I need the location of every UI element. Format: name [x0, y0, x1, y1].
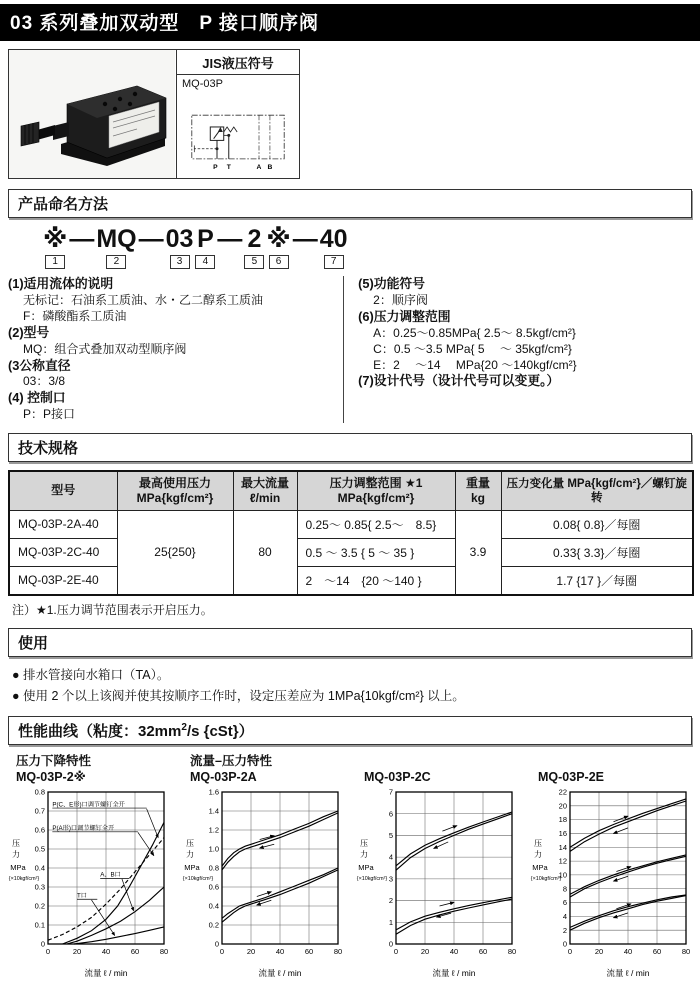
jis-symbol-diagram: [177, 90, 299, 174]
naming-item: F：磷酸酯系工质油: [23, 308, 127, 323]
model-code-dash: [139, 226, 164, 252]
naming-item: (1)适用流体的说明: [8, 276, 114, 292]
svg-text:16: 16: [558, 829, 567, 839]
svg-text:0: 0: [40, 939, 45, 949]
chart-series: [74, 927, 164, 944]
product-box: [8, 49, 300, 179]
svg-text:7: 7: [388, 787, 393, 797]
svg-text:0.5: 0.5: [34, 844, 45, 854]
svg-text:14: 14: [558, 843, 567, 853]
svg-text:0: 0: [567, 947, 573, 957]
performance-header-prefix: 性能曲线（粘度：32mm: [18, 723, 182, 741]
cell-model: MQ-03P-2E-40: [9, 566, 117, 595]
svg-text:4: 4: [562, 912, 567, 922]
model-code-position-box: 6: [269, 255, 289, 269]
naming-item: (5)功能符号: [358, 276, 425, 292]
specs-header-row: [9, 471, 693, 511]
chart-title: 压力下降特性 MQ-03P-2※: [16, 754, 92, 785]
model-code-segment: [166, 226, 194, 269]
cell-range: 0.25～ 0.85{ 2.5～ 8.5}: [297, 510, 455, 538]
svg-text:0.4: 0.4: [208, 901, 219, 911]
naming-item: E：2 ～14 MPa{20 ～140kgf/cm²}: [373, 357, 577, 372]
svg-text:MPa: MPa: [358, 863, 374, 873]
model-code-text: —: [292, 225, 318, 253]
svg-text:0: 0: [45, 947, 51, 957]
svg-text:压: 压: [12, 839, 20, 849]
model-code-text: 03: [165, 225, 194, 253]
naming-item: A：0.25～0.85MPa{ 2.5～ 8.5kgf/cm²}: [373, 325, 576, 340]
model-code-segment: [195, 226, 215, 269]
cell-model: MQ-03P-2A-40: [9, 510, 117, 538]
svg-text:3: 3: [388, 874, 393, 884]
svg-text:20: 20: [594, 947, 604, 957]
chart-annotation: P(A形)口调节螺钉全开: [52, 825, 115, 833]
svg-text:40: 40: [623, 947, 633, 957]
svg-text:压: 压: [186, 839, 194, 849]
performance-chart: [176, 753, 350, 987]
model-code-dash: [69, 226, 94, 252]
svg-text:80: 80: [159, 947, 169, 957]
model-code-segment: [244, 226, 264, 269]
table-row: [9, 566, 693, 595]
col-header-max-pressure: 最高使用压力 MPa{kgf/cm²}: [117, 471, 233, 511]
cell-range: 2 ～14 {20 ～140 }: [297, 566, 455, 595]
svg-text:1.0: 1.0: [208, 844, 219, 854]
port-label-t: T: [226, 163, 231, 171]
svg-text:4: 4: [388, 852, 393, 862]
naming-item: P：P接口: [23, 407, 76, 422]
svg-text:力: 力: [186, 850, 194, 860]
model-code-text: 2: [247, 225, 262, 253]
svg-text:流量 ℓ / min: 流量 ℓ / min: [606, 968, 650, 979]
cell-change: 0.33{ 3.3}／每圈: [501, 538, 693, 566]
naming-item: 无标记：石油系工质油、水・乙二醇系工质油: [23, 293, 264, 308]
svg-text:{×10kgf/cm²}: {×10kgf/cm²}: [8, 876, 40, 883]
svg-text:流量 ℓ / min: 流量 ℓ / min: [84, 968, 128, 979]
svg-text:6: 6: [562, 898, 567, 908]
col-header-weight: 重量 kg: [455, 471, 501, 511]
model-code-text: MQ: [96, 225, 137, 253]
svg-text:18: 18: [558, 815, 567, 825]
svg-text:20: 20: [246, 947, 256, 957]
performance-chart: [2, 753, 176, 987]
svg-text:流量 ℓ / min: 流量 ℓ / min: [432, 968, 476, 979]
cell-change: 0.08{ 0.8}／每圈: [501, 510, 693, 538]
chart-annotation: P(C、E形)口调节螺钉全开: [52, 801, 125, 809]
svg-text:MPa: MPa: [184, 863, 200, 873]
model-code-position-box: 1: [45, 255, 65, 269]
svg-text:0.6: 0.6: [208, 882, 219, 892]
chart-plot: [350, 786, 522, 982]
jis-symbol-panel: [177, 50, 299, 178]
performance-charts: [2, 753, 698, 987]
model-code-text: ※: [266, 225, 291, 253]
svg-text:20: 20: [72, 947, 82, 957]
svg-text:0.8: 0.8: [208, 863, 219, 873]
svg-text:MPa: MPa: [532, 863, 548, 873]
cell-model: MQ-03P-2C-40: [9, 538, 117, 566]
naming-item: (7)设计代号（设计代号可以变更。）: [358, 373, 560, 389]
svg-text:流量 ℓ / min: 流量 ℓ / min: [258, 968, 302, 979]
section-header-usage: 使用: [8, 628, 692, 657]
model-code-text: —: [138, 225, 164, 253]
svg-text:0.2: 0.2: [208, 920, 219, 930]
svg-text:0.7: 0.7: [34, 806, 45, 816]
svg-text:{×10kgf/cm²}: {×10kgf/cm²}: [356, 876, 388, 883]
svg-text:1.2: 1.2: [208, 825, 219, 835]
chart-annotation: T口: [77, 892, 87, 900]
model-code-position-box: 2: [106, 255, 126, 269]
cell-max-pressure: 25{250}: [117, 510, 233, 595]
model-code-position-box: 3: [170, 255, 190, 269]
svg-text:力: 力: [534, 850, 542, 860]
svg-text:20: 20: [558, 801, 567, 811]
svg-text:压: 压: [360, 839, 368, 849]
naming-item: 2：顺序阀: [373, 293, 428, 308]
performance-chart: [350, 753, 524, 987]
section-header-specs: 技术规格: [8, 433, 692, 462]
chart-title: 流量–压力特性 MQ-03P-2A: [190, 754, 272, 785]
model-code-text: ※: [43, 225, 68, 253]
model-code-position-box: 7: [324, 255, 344, 269]
svg-text:0: 0: [393, 947, 399, 957]
model-code-segment: [266, 226, 290, 269]
port-label-a: A: [256, 163, 262, 171]
svg-text:80: 80: [507, 947, 517, 957]
naming-columns: [8, 276, 692, 423]
svg-text:0.4: 0.4: [34, 863, 45, 873]
svg-text:0: 0: [388, 939, 393, 949]
naming-column-left: [8, 276, 343, 423]
model-code-segment: [96, 226, 136, 269]
chart-plot: [176, 786, 348, 982]
cell-max-flow: 80: [233, 510, 297, 595]
svg-text:1.4: 1.4: [208, 806, 219, 816]
chart-title: MQ-03P-2C: [364, 770, 431, 785]
page-title: 03 系列叠加双动型 P 接口顺序阀: [0, 4, 700, 41]
performance-header-sup: 2: [181, 722, 187, 734]
performance-chart: [524, 753, 698, 987]
chart-plot: [2, 786, 174, 982]
svg-text:1.6: 1.6: [208, 787, 219, 797]
model-code-text: —: [217, 225, 243, 253]
svg-text:10: 10: [558, 870, 567, 880]
svg-text:{×10kgf/cm²}: {×10kgf/cm²}: [182, 876, 214, 883]
table-row: [9, 510, 693, 538]
svg-text:60: 60: [652, 947, 662, 957]
svg-text:0.2: 0.2: [34, 901, 45, 911]
model-code-text: P: [197, 225, 214, 253]
svg-text:力: 力: [360, 850, 368, 860]
svg-text:60: 60: [478, 947, 488, 957]
usage-bullet: ● 排水管接向水箱口（TA）。: [12, 667, 170, 682]
cell-weight: 3.9: [455, 510, 501, 595]
svg-text:80: 80: [681, 947, 691, 957]
naming-item: MQ：组合式叠加双动型顺序阀: [23, 341, 187, 356]
svg-text:0.1: 0.1: [34, 920, 45, 930]
svg-text:2: 2: [388, 896, 393, 906]
model-code-text: —: [69, 225, 95, 253]
svg-text:80: 80: [333, 947, 343, 957]
svg-text:2: 2: [562, 925, 567, 935]
svg-text:8: 8: [562, 884, 567, 894]
svg-text:压: 压: [534, 839, 542, 849]
naming-item: 03：3/8: [23, 374, 66, 389]
svg-text:0.3: 0.3: [34, 882, 45, 892]
naming-column-right: [343, 276, 692, 423]
svg-text:0: 0: [219, 947, 225, 957]
naming-item: (3公称直径: [8, 357, 71, 373]
svg-text:0.6: 0.6: [34, 825, 45, 835]
cell-range: 0.5 ～ 3.5 { 5 ～ 35 }: [297, 538, 455, 566]
naming-item: (2)型号: [8, 324, 50, 340]
model-code-position-box: 4: [195, 255, 215, 269]
svg-text:0: 0: [562, 939, 567, 949]
model-code-dash: [293, 226, 318, 252]
naming-item: (6)压力调整范围: [358, 308, 451, 324]
section-header-naming: 产品命名方法: [8, 189, 692, 218]
svg-text:力: 力: [12, 850, 20, 860]
svg-text:60: 60: [304, 947, 314, 957]
col-header-model: 型号: [9, 471, 117, 511]
model-code-segment: [43, 226, 67, 269]
model-code: [42, 226, 700, 269]
jis-symbol-header: JIS液压符号: [177, 50, 299, 75]
table-footnote: 注）★1.压力调节范围表示开启压力。: [12, 602, 213, 617]
model-code-dash: [217, 226, 242, 252]
svg-text:12: 12: [558, 856, 567, 866]
svg-text:5: 5: [388, 831, 393, 841]
jis-symbol-model: MQ-03P: [182, 78, 223, 90]
section-header-performance: [8, 716, 692, 745]
col-header-pressure-change: 压力变化量 MPa{kgf/cm²}／螺钉旋转: [501, 471, 693, 511]
model-code-segment: [320, 226, 348, 269]
model-code-position-box: 5: [244, 255, 264, 269]
naming-item: C：0.5 ～3.5 MPa{ 5 ～ 35kgf/cm²}: [373, 341, 572, 356]
col-header-max-flow: 最大流量 ℓ/min: [233, 471, 297, 511]
specs-table: [8, 470, 694, 596]
usage-bullets: [12, 665, 688, 706]
chart-plot: [524, 786, 696, 982]
port-label-p: P: [213, 163, 218, 171]
valve-photo: [9, 50, 177, 178]
valve-photo-image: [9, 50, 175, 178]
svg-text:{×10kgf/cm²}: {×10kgf/cm²}: [530, 876, 562, 883]
svg-text:1: 1: [388, 918, 393, 928]
table-row: [9, 538, 693, 566]
performance-header-suffix: /s {cSt}）: [186, 723, 254, 741]
col-header-pressure-range: 压力调整范围 ★1 MPa{kgf/cm²}: [297, 471, 455, 511]
svg-text:40: 40: [449, 947, 459, 957]
svg-text:6: 6: [388, 809, 393, 819]
chart-annotation: A、B口: [100, 871, 121, 879]
cell-change: 1.7 {17 }／每圈: [501, 566, 693, 595]
svg-text:22: 22: [558, 787, 567, 797]
svg-text:40: 40: [275, 947, 285, 957]
port-label-b: B: [267, 163, 273, 171]
svg-text:20: 20: [420, 947, 430, 957]
svg-text:40: 40: [101, 947, 111, 957]
usage-bullet: ● 使用 2 个以上该阀并使其按顺序工作时，设定压差应为 1MPa{10kgf/cm²} 以上。: [12, 688, 465, 703]
svg-text:MPa: MPa: [10, 863, 26, 873]
chart-title: MQ-03P-2E: [538, 770, 604, 785]
svg-text:0: 0: [214, 939, 219, 949]
svg-text:0.8: 0.8: [34, 787, 45, 797]
model-code-text: 40: [319, 225, 348, 253]
naming-item: (4) 控制口: [8, 390, 66, 406]
svg-text:60: 60: [130, 947, 140, 957]
